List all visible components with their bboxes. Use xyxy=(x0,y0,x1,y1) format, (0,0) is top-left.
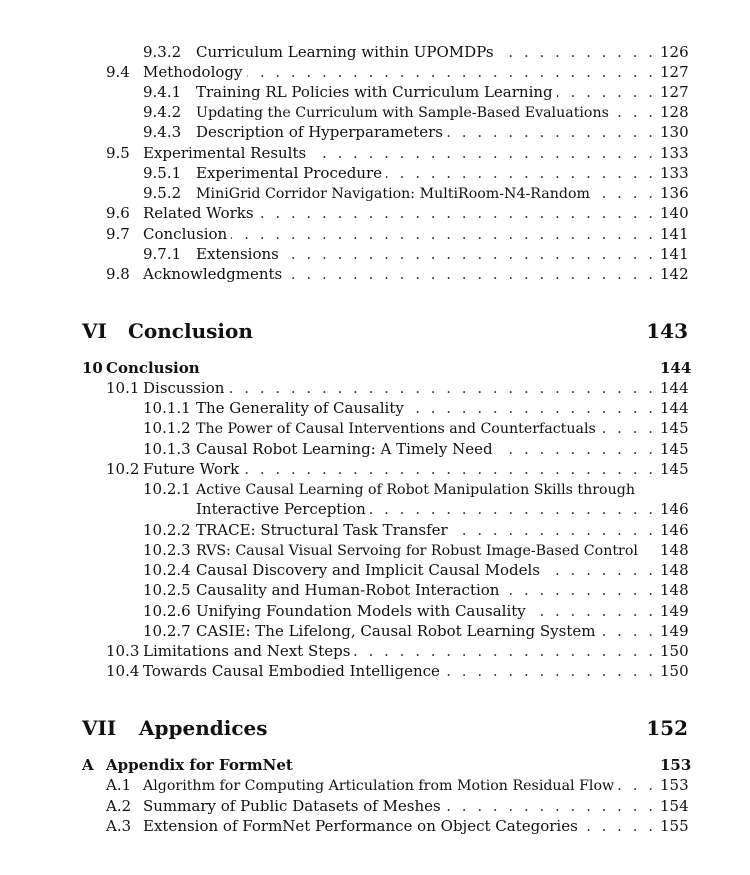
section-number: 10.2.2 xyxy=(143,521,191,539)
dot-leader xyxy=(228,378,656,398)
section-number: 9.4 xyxy=(106,63,130,81)
section-number: 10.3 xyxy=(106,642,140,660)
section-title-continuation: Interactive Perception xyxy=(196,500,366,518)
section-number: 9.8 xyxy=(106,265,130,283)
page-number: 149 xyxy=(660,602,689,620)
dot-leader xyxy=(452,520,656,540)
page-number: 140 xyxy=(660,204,689,222)
page-number: 144 xyxy=(660,399,689,417)
toc-entry[interactable] xyxy=(106,378,688,398)
section-title: Causal Robot Learning: A Timely Need xyxy=(196,440,493,458)
part-number: VII xyxy=(82,716,117,740)
page-number: 148 xyxy=(660,561,689,579)
dot-leader xyxy=(386,163,656,183)
section-title: Extensions xyxy=(196,245,279,263)
chapter-entry[interactable] xyxy=(82,755,692,775)
section-title: Active Causal Learning of Robot Manipulation Skills through xyxy=(196,482,635,498)
section-number: 9.4.2 xyxy=(143,103,182,121)
section-number: 10.2.6 xyxy=(143,602,191,620)
section-title: Related Works xyxy=(143,204,254,222)
dot-leader xyxy=(613,102,656,122)
toc-entry[interactable] xyxy=(143,244,688,264)
page-number: 141 xyxy=(660,245,689,263)
section-title: Description of Hyperparameters xyxy=(196,123,443,141)
section-number: 10.2.1 xyxy=(143,480,191,498)
dot-leader xyxy=(498,42,656,62)
page-number: 133 xyxy=(660,164,689,182)
section-number: 9.5.1 xyxy=(143,164,182,182)
section-title: CASIE: The Lifelong, Causal Robot Learning System xyxy=(196,622,596,640)
section-number: 10.2 xyxy=(106,460,140,478)
page-number: 126 xyxy=(660,43,689,61)
toc-entry[interactable] xyxy=(143,520,688,540)
toc-entry[interactable] xyxy=(106,459,688,479)
section-title: The Generality of Causality xyxy=(196,399,404,417)
section-number: A.1 xyxy=(106,776,132,794)
section-title: Conclusion xyxy=(143,225,228,243)
dot-leader xyxy=(497,439,656,459)
page-number: 127 xyxy=(660,63,689,81)
dot-leader xyxy=(283,244,656,264)
section-number: 9.4.1 xyxy=(143,83,182,101)
chapter-title: Conclusion xyxy=(106,359,200,377)
page-number: 133 xyxy=(660,144,689,162)
section-title: Acknowledgments xyxy=(143,265,283,283)
toc-entry[interactable] xyxy=(143,560,688,580)
toc-entry[interactable] xyxy=(143,418,688,438)
toc-entry[interactable] xyxy=(106,62,688,82)
dot-leader xyxy=(247,62,657,82)
page-number: 145 xyxy=(660,460,689,478)
page-number: 150 xyxy=(660,642,689,660)
section-title: Experimental Results xyxy=(143,144,307,162)
part-heading[interactable] xyxy=(82,715,688,741)
section-title: Extension of FormNet Performance on Object Categories xyxy=(143,817,578,835)
part-page-number: 143 xyxy=(646,319,688,343)
section-title: Summary of Public Datasets of Meshes xyxy=(143,797,441,815)
dot-leader xyxy=(594,183,656,203)
section-title: Experimental Procedure xyxy=(196,164,383,182)
section-number: 10.2.7 xyxy=(143,622,191,640)
toc-entry[interactable] xyxy=(106,264,688,284)
toc-entry[interactable] xyxy=(106,816,688,836)
section-title: Limitations and Next Steps xyxy=(143,642,351,660)
dot-leader xyxy=(544,560,656,580)
page-number: 130 xyxy=(660,123,689,141)
dot-leader xyxy=(445,796,656,816)
toc-entry[interactable] xyxy=(143,42,688,62)
page-number: 155 xyxy=(660,817,689,835)
page-number: 146 xyxy=(660,521,689,539)
dot-leader xyxy=(447,122,656,142)
page-number: 136 xyxy=(660,184,689,202)
page-number: 144 xyxy=(660,379,689,397)
section-number: 9.5 xyxy=(106,144,130,162)
section-number: 10.1.2 xyxy=(143,419,191,437)
toc-entry-continuation[interactable] xyxy=(196,499,688,519)
page-number: 145 xyxy=(660,440,689,458)
part-title: Appendices xyxy=(139,716,268,740)
chapter-title: Appendix for FormNet xyxy=(106,756,293,774)
section-number: 9.5.2 xyxy=(143,184,182,202)
dot-leader xyxy=(354,641,656,661)
section-number: 9.7 xyxy=(106,225,130,243)
section-number: 9.6 xyxy=(106,204,130,222)
section-number: 9.3.2 xyxy=(143,43,182,61)
toc-entry[interactable] xyxy=(143,540,688,560)
chapter-number: A xyxy=(82,756,94,774)
section-number: 10.2.3 xyxy=(143,541,191,559)
toc-entry[interactable] xyxy=(143,163,688,183)
toc-entry[interactable] xyxy=(106,775,688,795)
dot-leader xyxy=(408,398,656,418)
page-number: 141 xyxy=(660,225,689,243)
section-title: Unifying Foundation Models with Causality xyxy=(196,602,526,620)
page-number: 150 xyxy=(660,662,689,680)
toc-entry[interactable] xyxy=(106,143,688,163)
part-heading[interactable] xyxy=(82,318,688,344)
section-number: 9.4.3 xyxy=(143,123,182,141)
section-number: 10.2.4 xyxy=(143,561,191,579)
toc-entry[interactable] xyxy=(143,601,688,621)
toc-entry[interactable] xyxy=(143,479,688,499)
dot-leader xyxy=(600,418,656,438)
dot-leader xyxy=(444,661,656,681)
page-number: 153 xyxy=(660,756,692,774)
page-number: 146 xyxy=(660,500,689,518)
section-number: A.3 xyxy=(106,817,132,835)
dot-leader xyxy=(243,459,656,479)
toc-entry[interactable] xyxy=(143,621,688,641)
page-number: 149 xyxy=(660,622,689,640)
toc-entry[interactable] xyxy=(143,82,688,102)
toc-entry[interactable] xyxy=(106,203,688,223)
section-number: 10.1 xyxy=(106,379,140,397)
section-title: RVS: Causal Visual Servoing for Robust Image-Based Control xyxy=(196,543,638,559)
section-title: MiniGrid Corridor Navigation: MultiRoom-N4-Random xyxy=(196,186,590,202)
toc-entry[interactable] xyxy=(143,439,688,459)
page-number: 148 xyxy=(660,581,689,599)
toc-entry[interactable] xyxy=(143,122,688,142)
dot-leader xyxy=(599,621,656,641)
part-title: Conclusion xyxy=(128,319,253,343)
dot-leader xyxy=(310,143,656,163)
dot-leader xyxy=(286,264,656,284)
section-title: Future Work xyxy=(143,460,240,478)
section-title: Methodology xyxy=(143,63,243,81)
section-number: 10.2.5 xyxy=(143,581,191,599)
toc-entry[interactable] xyxy=(106,661,688,681)
section-title: Discussion xyxy=(143,379,225,397)
dot-leader xyxy=(557,82,656,102)
dot-leader xyxy=(231,224,656,244)
toc-entry[interactable] xyxy=(143,580,688,600)
section-number: A.2 xyxy=(106,797,132,815)
section-title: Causal Discovery and Implicit Causal Models xyxy=(196,561,540,579)
page-number: 144 xyxy=(660,359,692,377)
page-number: 154 xyxy=(660,797,689,815)
chapter-entry[interactable] xyxy=(82,358,692,378)
toc-entry[interactable] xyxy=(106,641,688,661)
chapter-number: 10 xyxy=(82,359,103,377)
section-title: Curriculum Learning within UPOMDPs xyxy=(196,43,494,61)
page-number: 127 xyxy=(660,83,689,101)
section-number: 10.1.3 xyxy=(143,440,191,458)
toc-entry[interactable] xyxy=(106,796,688,816)
section-title: The Power of Causal Interventions and Counterfactuals xyxy=(196,421,596,437)
part-number: VI xyxy=(82,319,107,343)
section-title: TRACE: Structural Task Transfer xyxy=(196,521,448,539)
section-title: Causality and Human-Robot Interaction xyxy=(196,581,500,599)
dot-leader xyxy=(503,580,656,600)
toc-entry[interactable] xyxy=(106,224,688,244)
page-number: 142 xyxy=(660,265,689,283)
dot-leader xyxy=(582,816,656,836)
dot-leader xyxy=(530,601,656,621)
section-title: Training RL Policies with Curriculum Learning xyxy=(196,83,553,101)
section-title: Towards Causal Embodied Intelligence xyxy=(143,662,440,680)
toc-entry[interactable] xyxy=(143,183,688,203)
page-number: 145 xyxy=(660,419,689,437)
section-number: 10.1.1 xyxy=(143,399,191,417)
section-number: 9.7.1 xyxy=(143,245,182,263)
dot-leader xyxy=(258,203,656,223)
dot-leader xyxy=(618,775,656,795)
section-number: 10.4 xyxy=(106,662,140,680)
page-number: 148 xyxy=(660,541,689,559)
toc-entry[interactable] xyxy=(143,398,688,418)
part-page-number: 152 xyxy=(646,716,688,740)
section-title: Algorithm for Computing Articulation from Motion Residual Flow xyxy=(143,778,615,794)
dot-leader xyxy=(370,499,656,519)
toc-entry[interactable] xyxy=(143,102,688,122)
section-title: Updating the Curriculum with Sample-Based Evaluations xyxy=(196,105,609,121)
page-number: 153 xyxy=(660,776,689,794)
page-number: 128 xyxy=(660,103,689,121)
